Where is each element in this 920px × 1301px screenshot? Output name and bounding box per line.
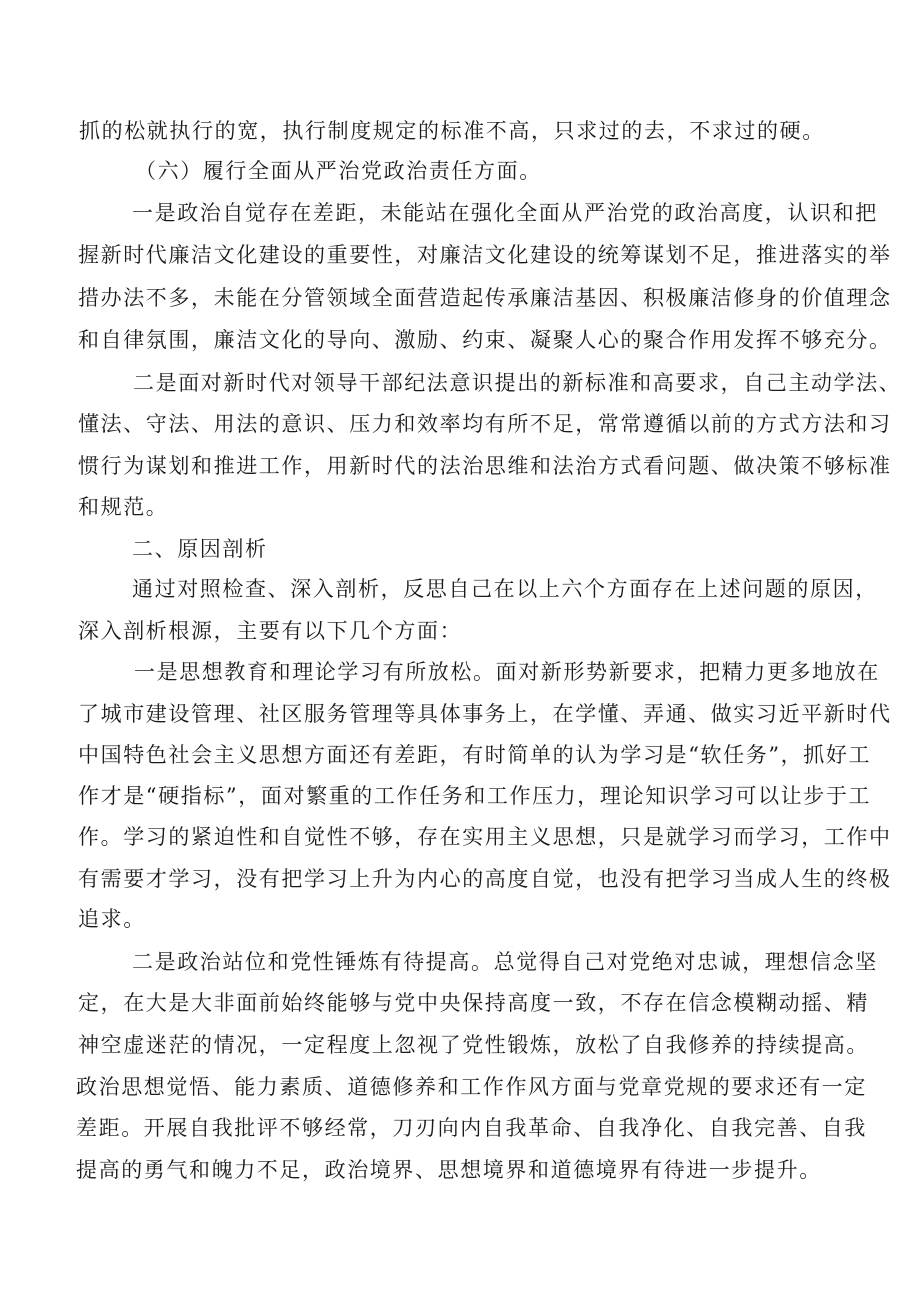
- paragraph-line: 抓的松就执行的宽，执行制度规定的标准不高，只求过的去，不求过的硬。: [79, 119, 825, 143]
- paragraph-line: 惯行为谋划和推进工作，用新时代的法治思维和法治方式看问题、做决策不够标准: [78, 454, 892, 478]
- paragraph-line: 政治思想觉悟、能力素质、道德修养和工作作风方面与党章党规的要求还有一定: [76, 1075, 867, 1099]
- section-heading: 二、原因剖析: [132, 537, 268, 561]
- paragraph-line: 通过对照检查、深入剖析，反思自己在以上六个方面存在上述问题的原因，: [132, 577, 878, 601]
- paragraph-line: 深入剖析根源，主要有以下几个方面：: [78, 619, 463, 643]
- paragraph-line: 二是面对新时代对领导干部纪法意识提出的新标准和高要求，自己主动学法、: [133, 371, 902, 395]
- paragraph-line: 一是思想教育和理论学习有所放松。面对新形势新要求，把精力更多地放在: [134, 660, 880, 684]
- paragraph-line: 追求。: [78, 907, 146, 931]
- paragraph-line: 作。学习的紧迫性和自觉性不够，存在实用主义思想，只是就学习而学习，工作中: [78, 825, 892, 849]
- paragraph-line: 懂法、守法、用法的意识、压力和效率均有所不足，常常遵循以前的方式方法和习: [78, 412, 892, 436]
- paragraph-line: 握新时代廉洁文化建设的重要性，对廉洁文化建设的统筹谋划不足，推进落实的举: [78, 243, 892, 267]
- paragraph-line: 提高的勇气和魄力不足，政治境界、思想境界和道德境界有待进一步提升。: [76, 1158, 822, 1182]
- paragraph-line: 措办法不多，未能在分管领域全面营造起传承廉洁基因、积极廉洁修身的价值理念: [78, 286, 892, 310]
- paragraph-line: 和自律氛围，廉洁文化的导向、激励、约束、凝聚人心的聚合作用发挥不够充分。: [78, 328, 892, 352]
- paragraph-line: 二是政治站位和党性锤炼有待提高。总觉得自己对党绝对忠诚，理想信念坚: [132, 950, 878, 974]
- paragraph-line: 中国特色社会主义思想方面还有差距，有时简单的认为学习是“软任务”，抓好工: [78, 743, 872, 767]
- paragraph-line: 定，在大是大非面前始终能够与党中央保持高度一致，不存在信念模糊动摇、精: [78, 991, 869, 1015]
- section-heading: （六）履行全面从严治党政治责任方面。: [135, 159, 542, 183]
- paragraph-line: 作才是“硬指标”，面对繁重的工作任务和工作压力，理论知识学习可以让步于工: [78, 784, 872, 808]
- paragraph-line: 神空虚迷茫的情况，一定程度上忽视了党性锻炼，放松了自我修养的持续提高。: [78, 1033, 869, 1057]
- paragraph-line: 和规范。: [78, 495, 169, 519]
- paragraph-line: 差距。开展自我批评不够经常，刀刃向内自我革命、自我净化、自我完善、自我: [76, 1116, 867, 1140]
- paragraph-line: 了城市建设管理、社区服务管理等具体事务上，在学懂、弄通、做实习近平新时代: [78, 702, 892, 726]
- paragraph-line: 一是政治自觉存在差距，未能站在强化全面从严治党的政治高度，认识和把: [132, 201, 878, 225]
- paragraph-line: 有需要才学习，没有把学习上升为内心的高度自觉，也没有把学习当成人生的终极: [78, 867, 892, 891]
